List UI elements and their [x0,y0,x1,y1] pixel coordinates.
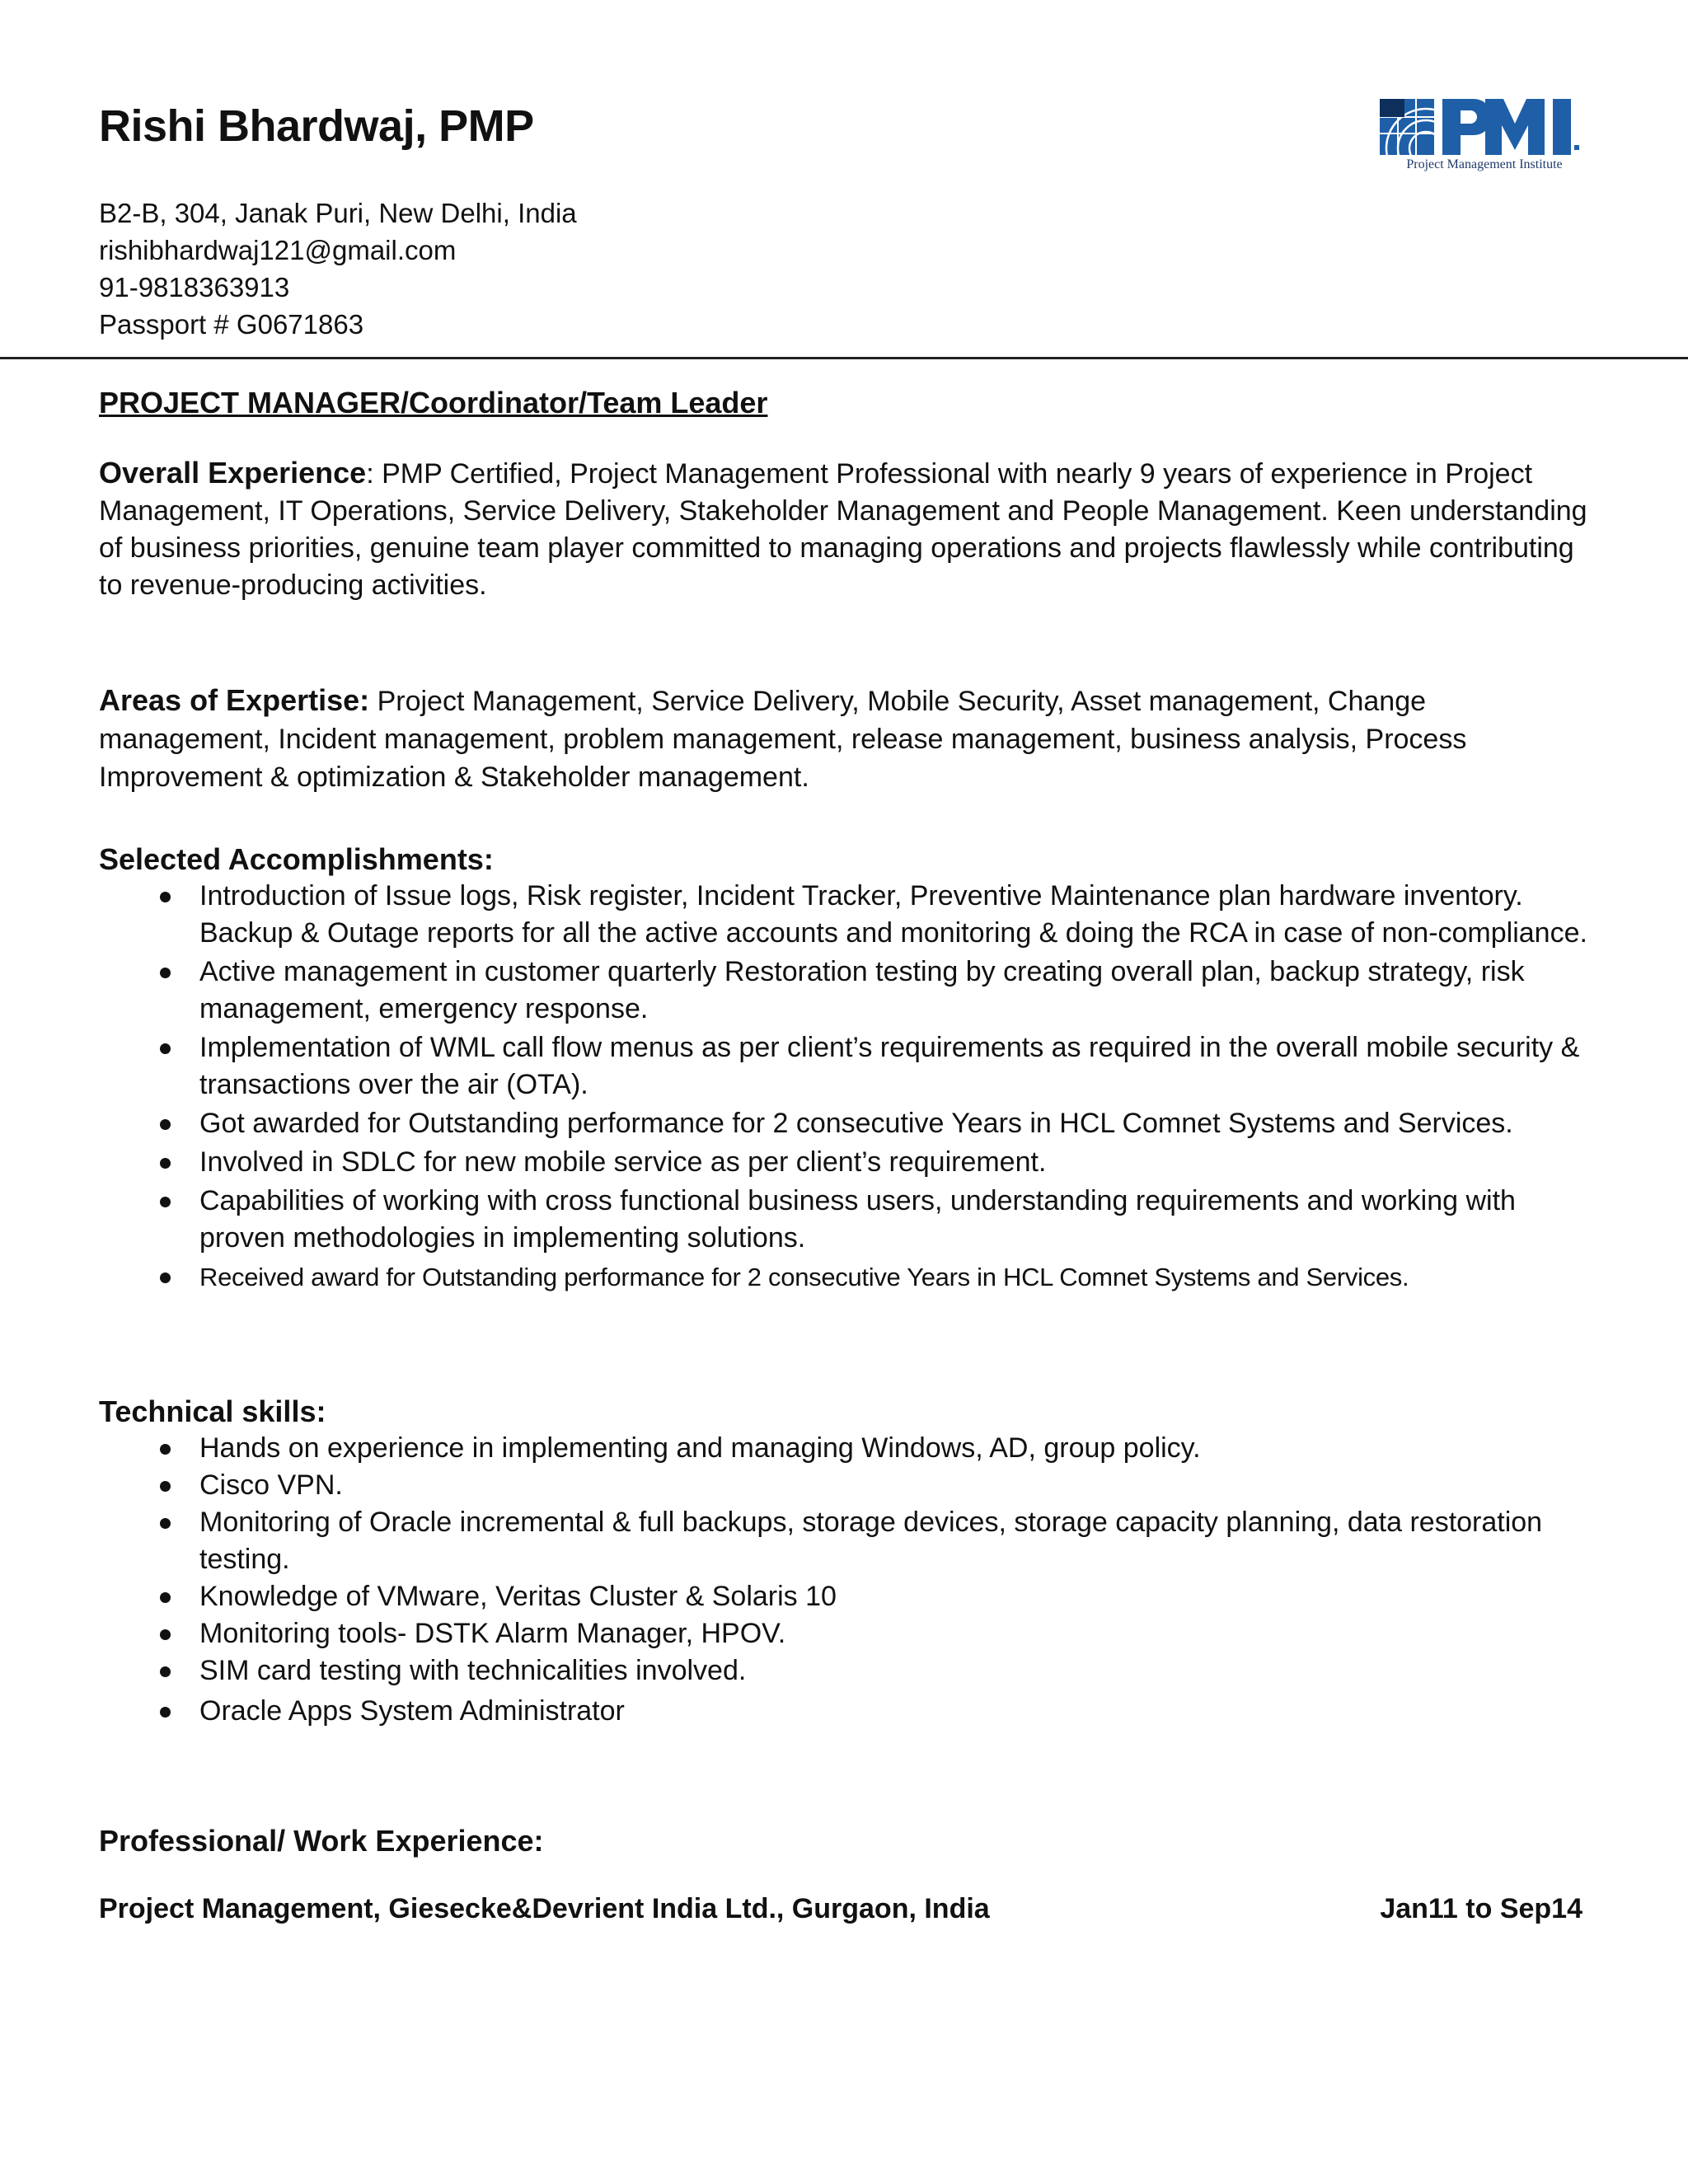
pmi-logo-caption: Project Management Institute [1406,157,1563,171]
bullet-icon [160,1272,171,1283]
bullet-icon [160,1158,171,1169]
candidate-name: Rishi Bhardwaj, PMP [99,101,534,151]
overall-experience-text: : PMP Certified, Project Management Professional with nearly 9 years of experience in Project Management, IT Operations, Service Delivery, Stakeholder Management and People Management. Keen understanding of business priorities, genuine team player committed to managing operations and projects flawlessly while contributing to revenue-producing activities. [99,458,1587,601]
list-item: Involved in SDLC for new mobile service as per client’s requirement. [99,1144,1599,1181]
role-title: PROJECT MANAGER/Coordinator/Team Leader [99,386,768,419]
list-item: Hands on experience in implementing and managing Windows, AD, group policy. [99,1430,1599,1467]
bullet-icon [160,1518,171,1529]
list-item: Got awarded for Outstanding performance for 2 consecutive Years in HCL Comnet Systems and Services. [99,1105,1599,1142]
list-item: Monitoring tools- DSTK Alarm Manager, HPOV. [99,1615,1599,1652]
phone: 91-9818363913 [99,272,290,302]
areas-of-expertise [99,682,1599,796]
bullet-icon [160,1666,171,1677]
list-item: Received award for Outstanding performance for 2 consecutive Years in HCL Comnet Systems and Services. [99,1258,1599,1296]
resume-body [99,384,1599,1928]
bullet-icon [160,1481,171,1492]
areas-of-expertise-text: Project Management, Service Delivery, Mobile Security, Asset management, Change management, Incident management, problem management, release management, business analysis, Process Improvement & optimization & Stakeholder management. [99,686,1467,793]
bullet-icon [160,892,171,902]
list-item: Knowledge of VMware, Veritas Cluster & Solaris 10 [99,1578,1599,1615]
bullet-icon [160,968,171,978]
areas-of-expertise-label: Areas of Expertise: [99,683,370,717]
technical-skills-title: Technical skills: [99,1394,326,1428]
overall-experience-label: Overall Experience [99,456,367,490]
overall-experience [99,454,1599,604]
work-experience-title: Professional/ Work Experience: [99,1824,544,1858]
bullet-icon [160,1707,171,1718]
address: B2-B, 304, Janak Puri, New Delhi, India [99,198,577,228]
accomplishments-list [99,878,1599,1296]
list-item: Oracle Apps System Administrator [99,1693,1599,1730]
header-divider [0,357,1688,359]
bullet-icon [160,1444,171,1455]
bullet-icon [160,1197,171,1207]
list-item: Active management in customer quarterly Restoration testing by creating overall plan, backup strategy, risk management, emergency response. [99,954,1599,1028]
bullet-icon [160,1119,171,1130]
work-entry-dates: Jan11 to Sep14 [1380,1893,1582,1924]
work-entry [99,1891,1582,1928]
list-item: Monitoring of Oracle incremental & full backups, storage devices, storage capacity planning, data restoration testing. [99,1504,1599,1578]
list-item: Cisco VPN. [99,1467,1599,1504]
list-item: Introduction of Issue logs, Risk register, Incident Tracker, Preventive Maintenance plan hardware inventory. Backup & Outage reports for all the active accounts and monitoring & doing the RCA in case of non-compliance. [99,878,1599,952]
bullet-icon [160,1043,171,1054]
work-entry-role-company: Project Management, Giesecke&Devrient India Ltd., Gurgaon, India [99,1893,990,1924]
bullet-icon [160,1592,171,1603]
list-item: SIM card testing with technicalities involved. [99,1652,1599,1690]
list-item: Capabilities of working with cross functional business users, understanding requirements and working with proven methodologies in implementing solutions. [99,1183,1599,1257]
accomplishments-title: Selected Accomplishments: [99,842,494,876]
list-item: Implementation of WML call flow menus as per client’s requirements as required in the overall mobile security & transactions over the air (OTA). [99,1029,1599,1104]
bullet-icon [160,1629,171,1640]
technical-skills-list [99,1430,1599,1730]
email: rishibhardwaj121@gmail.com [99,235,457,265]
passport: Passport # G0671863 [99,309,364,340]
contact-block [99,194,577,343]
